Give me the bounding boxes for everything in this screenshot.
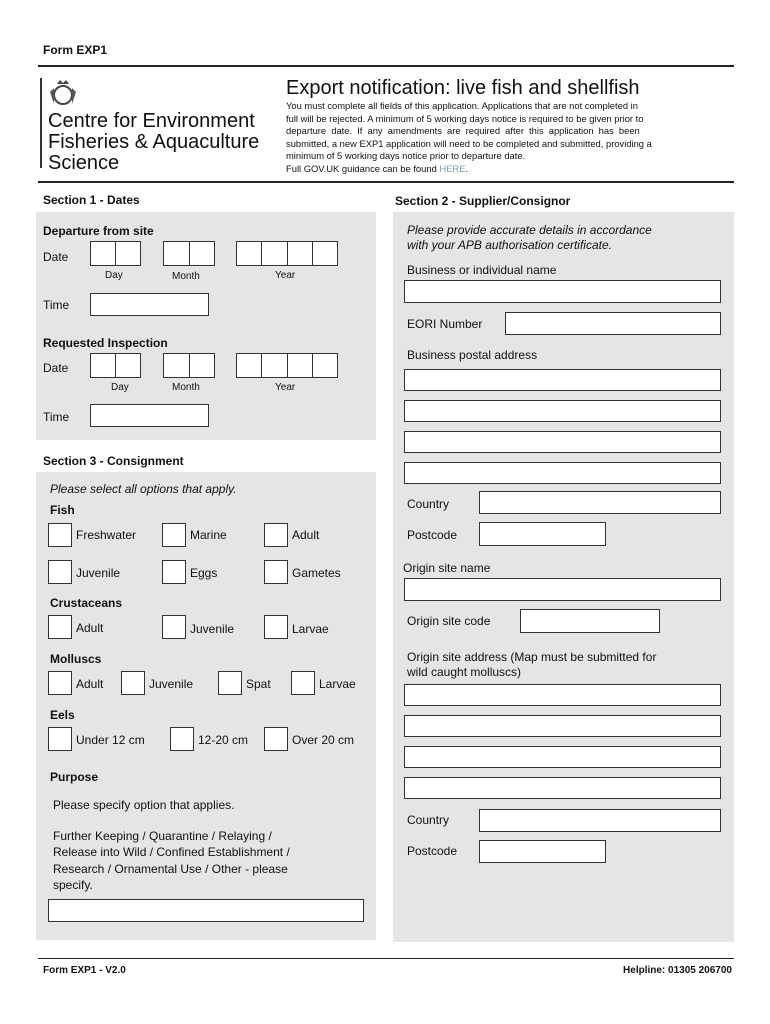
checkbox-label: Adult [76,621,104,635]
origin-postcode-input[interactable] [479,840,606,863]
mollusc-larvae-checkbox[interactable] [291,671,315,695]
checkbox-label: Juvenile [190,622,235,636]
org-name-line: Fisheries & Aquaculture [48,131,260,153]
section2-title: Section 2 - Supplier/Consignor [395,194,571,208]
day-label: Day [105,270,123,281]
departure-time-input[interactable] [90,293,209,316]
intro-line: departure date. If any amendments are required after this application has been [286,125,640,137]
inspection-time-input[interactable] [90,404,209,427]
fish-freshwater-checkbox[interactable] [48,523,72,547]
eel-over-20-checkbox[interactable] [264,727,288,751]
business-name-label: Business or individual name [407,263,557,277]
intro-text [286,100,734,176]
origin-address-line-4[interactable] [404,777,721,799]
purpose-note: Please specify option that applies. [53,798,235,812]
origin-address-line-3[interactable] [404,746,721,768]
checkbox-label: Spat [246,677,271,691]
purpose-line: specify. [53,877,93,892]
mollusc-juvenile-checkbox[interactable] [121,671,145,695]
checkbox-label: Adult [76,677,104,691]
checkbox-label: Larvae [292,622,329,636]
purpose-options-text [53,828,290,893]
checkbox-label: 12-20 cm [198,733,249,747]
purpose-heading: Purpose [50,770,99,784]
checkbox-label: Under 12 cm [76,733,145,747]
mollusc-spat-checkbox[interactable] [218,671,242,695]
page-title: Export notification: live fish and shellfish [286,77,640,99]
purpose-line: Release into Wild / Confined Establishment / [53,845,290,860]
departure-year-input[interactable] [236,241,338,266]
year-label: Year [275,270,296,281]
origin-name-input[interactable] [404,578,721,601]
business-name-input[interactable] [404,280,721,303]
inspection-heading: Requested Inspection [43,336,168,350]
fish-heading: Fish [50,503,75,517]
purpose-line: Further Keeping / Quarantine / Relaying / [53,829,272,843]
origin-name-label: Origin site name [403,561,491,575]
org-name-line: Centre for Environment [48,110,255,132]
checkbox-label: Eggs [190,566,218,580]
inspection-day-input[interactable] [90,353,141,378]
origin-country-input[interactable] [479,809,721,832]
fish-adult-checkbox[interactable] [264,523,288,547]
divider [38,181,734,183]
fish-marine-checkbox[interactable] [162,523,186,547]
eel-under-12-checkbox[interactable] [48,727,72,751]
eori-input[interactable] [505,312,721,335]
section1-title: Section 1 - Dates [43,193,140,207]
checkbox-label: Adult [292,528,320,542]
time-label: Time [43,410,70,424]
origin-address-line-2[interactable] [404,715,721,737]
checkbox-label: Juvenile [76,566,121,580]
country-label: Country [407,497,450,511]
business-country-input[interactable] [479,491,721,514]
intro-line: full will be rejected. A minimum of 5 working days notice is required to be given prior to [286,112,644,124]
logo-rule [40,78,42,168]
month-label: Month [172,271,200,282]
section2-note: with your APB authorisation certificate. [407,238,612,252]
origin-address-label: Origin site address (Map must be submitted for [407,650,657,664]
year-label: Year [275,382,296,393]
inspection-month-input[interactable] [163,353,215,378]
molluscs-heading: Molluscs [50,652,102,666]
date-label: Date [43,250,69,264]
intro-line: You must complete all fields of this application. Applications that are not completed in [286,100,638,111]
postcode-label: Postcode [407,844,458,858]
eel-12-20-checkbox[interactable] [170,727,194,751]
purpose-line: Research / Ornamental Use / Other - please [53,861,288,876]
crustacean-larvae-checkbox[interactable] [264,615,288,639]
checkbox-label: Freshwater [76,528,137,542]
footer-divider [38,958,734,959]
business-postcode-input[interactable] [479,522,606,546]
royal-crest-icon [48,78,78,108]
checkbox-label: Juvenile [149,677,194,691]
form-label: Form EXP1 [43,43,108,57]
guidance-link[interactable]: HERE [439,162,466,174]
checkbox-label: Over 20 cm [292,733,355,747]
mollusc-adult-checkbox[interactable] [48,671,72,695]
checkbox-label: Larvae [319,677,356,691]
intro-line: minimum of 5 working days notice prior to departure date. [286,150,526,162]
section2-note: Please provide accurate details in accordance [407,223,652,237]
checkbox-label: Marine [190,528,227,542]
origin-code-input[interactable] [520,609,660,633]
fish-eggs-checkbox[interactable] [162,560,186,584]
crustaceans-heading: Crustaceans [50,596,123,610]
footer-helpline: Helpline: 01305 206700 [623,965,732,976]
checkbox-label: Gametes [292,566,341,580]
footer-version: Form EXP1 - V2.0 [43,965,126,976]
purpose-input[interactable] [48,899,364,922]
intro-line: submitted, a new EXP1 application will need to be completed and submitted, providing a [286,137,652,149]
guidance-suffix: . [465,162,469,174]
crustacean-adult-checkbox[interactable] [48,615,72,639]
crustacean-juvenile-checkbox[interactable] [162,615,186,639]
postal-address-line-3[interactable] [404,431,721,453]
date-label: Date [43,361,69,375]
departure-month-input[interactable] [163,241,215,266]
org-name-line: Science [48,152,120,174]
postcode-label: Postcode [407,528,458,542]
divider [38,65,734,67]
inspection-year-input[interactable] [236,353,338,378]
postal-address-line-4[interactable] [404,462,721,484]
eori-label: EORI Number [407,317,483,331]
eels-heading: Eels [50,708,75,722]
postal-address-line-1[interactable] [404,369,721,391]
day-label: Day [111,382,129,393]
postal-address-line-2[interactable] [404,400,721,422]
postal-address-label: Business postal address [407,348,538,362]
section3-title: Section 3 - Consignment [43,454,184,468]
origin-code-label: Origin site code [407,614,491,628]
section3-note: Please select all options that apply. [50,482,237,496]
fish-juvenile-checkbox[interactable] [48,560,72,584]
departure-heading: Departure from site [43,224,154,238]
departure-day-input[interactable] [90,241,141,266]
fish-gametes-checkbox[interactable] [264,560,288,584]
origin-address-line-1[interactable] [404,684,721,706]
origin-address-label: wild caught molluscs) [407,665,522,679]
month-label: Month [172,382,200,393]
country-label: Country [407,813,450,827]
guidance-text: Full GOV.UK guidance can be found [286,162,440,174]
time-label: Time [43,298,70,312]
